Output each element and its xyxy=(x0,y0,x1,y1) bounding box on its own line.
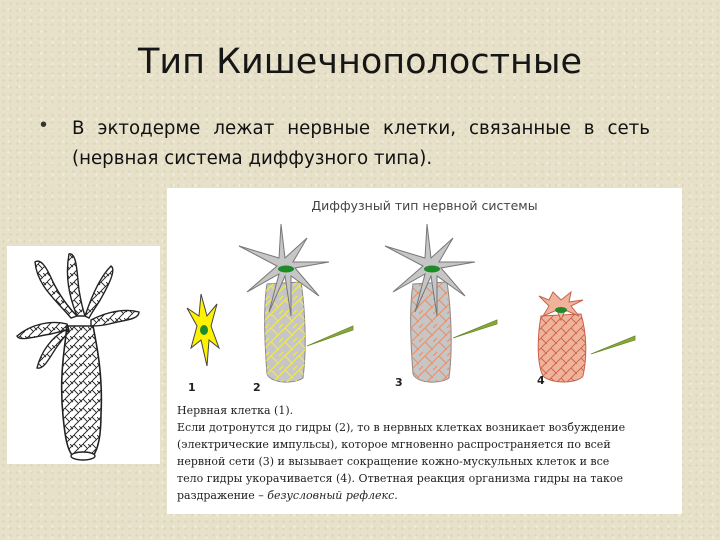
diagram-title: Диффузный тип нервной системы xyxy=(311,198,538,213)
bullet-dot: • xyxy=(40,114,48,136)
description-last-line xyxy=(177,487,677,504)
hydra-drawing xyxy=(7,246,160,464)
figure-label-2: 2 xyxy=(253,381,261,394)
slide-title: Тип Кишечнополостные xyxy=(137,42,583,82)
nerve-net-orange xyxy=(411,282,451,382)
hydra-orange-figure xyxy=(385,224,497,382)
hydra-yellow-mouth xyxy=(278,266,294,273)
description-line: тело гидры укорачивается (4). Ответная реакция организма гидры на такое xyxy=(177,472,624,485)
diagram-description xyxy=(177,402,677,504)
description-prefix: раздражение – xyxy=(177,489,268,502)
hydra-base xyxy=(71,452,95,460)
nerve-cell-nucleus xyxy=(200,325,208,335)
bullet-text: В эктодерме лежат нервные клетки, связанные в сеть (нервная система диффузного типа). xyxy=(72,118,650,169)
stimulus-needle-1 xyxy=(307,326,353,346)
reflex-term: безусловный рефлекс. xyxy=(267,489,398,502)
hydra-contracted-figure xyxy=(538,292,635,382)
diagram-panel xyxy=(167,188,682,514)
nerve-cell-figure xyxy=(187,294,219,366)
stimulus-needle-3 xyxy=(591,336,635,354)
contracted-net xyxy=(538,314,586,382)
hydra-contracted-mouth xyxy=(555,307,567,313)
hydra-yellow-figure xyxy=(239,224,353,382)
figure-label-3: 3 xyxy=(395,376,403,389)
figure-label-4: 4 xyxy=(537,374,545,387)
hydra-illustration xyxy=(7,246,160,464)
nerve-net-yellow xyxy=(265,282,305,382)
description-line: (электрические импульсы), которое мгновенно распространяется по всей xyxy=(177,438,611,451)
description-line: Нервная клетка (1). xyxy=(177,404,294,417)
description-line: Если дотронутся до гидры (2), то в нервных клетках возникает возбуждение xyxy=(177,421,626,434)
description-line: нервной сети (3) и вызывает сокращение кожно-мускульных клеток и все xyxy=(177,455,610,468)
figure-label-1: 1 xyxy=(188,381,196,394)
stimulus-needle-2 xyxy=(453,320,497,338)
hydra-body xyxy=(62,326,102,456)
hydra-orange-mouth xyxy=(424,266,440,273)
